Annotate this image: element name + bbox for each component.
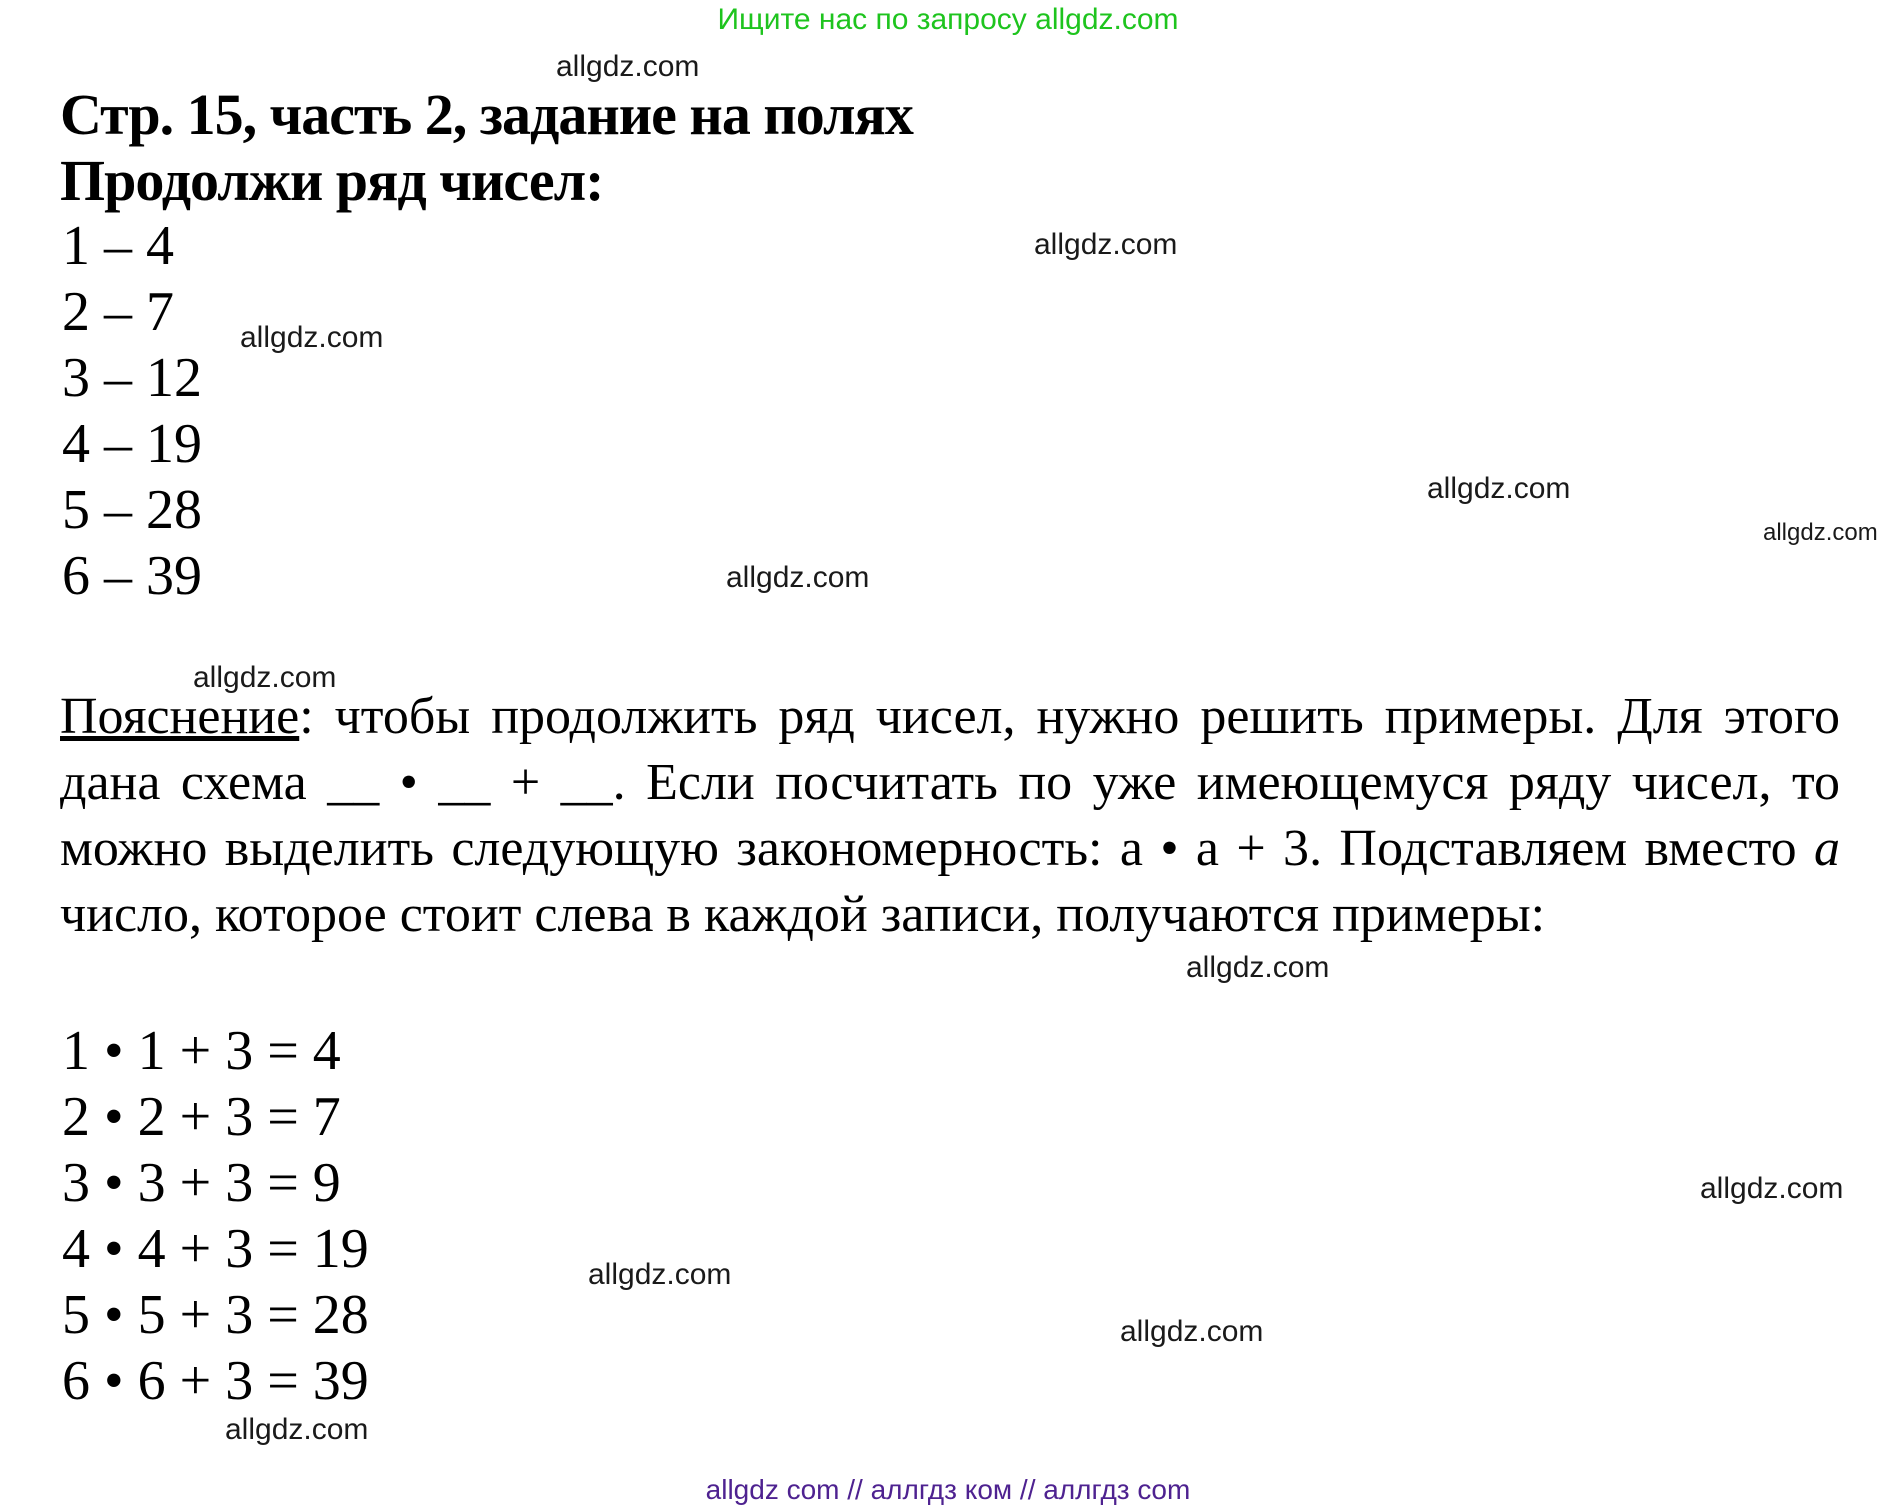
explanation-text: . Подставляем вместо xyxy=(1309,820,1814,877)
footer-watermark: allgdz com // аллгдз ком // аллгдз com xyxy=(705,1474,1191,1505)
series-item: 4 – 19 xyxy=(62,413,202,475)
allgdz-watermark: allgdz.com xyxy=(1034,228,1178,261)
number-series-list xyxy=(62,213,202,609)
example-item: 6 • 6 + 3 = 39 xyxy=(62,1350,369,1412)
allgdz-watermark: allgdz.com xyxy=(1120,1315,1264,1348)
series-item: 5 – 28 xyxy=(62,479,202,541)
allgdz-watermark: allgdz.com xyxy=(225,1413,369,1446)
allgdz-watermark: allgdz.com xyxy=(1186,951,1330,984)
page-title: Стр. 15, часть 2, задание на полях xyxy=(60,82,913,147)
examples-list xyxy=(62,1018,369,1414)
allgdz-watermark: allgdz.com xyxy=(1427,472,1571,505)
allgdz-watermark: allgdz.com xyxy=(1700,1172,1844,1205)
explanation-text: : чтобы продолжить ряд чисел, нужно решить примеры. Для этого дана схема xyxy=(60,688,1840,811)
example-item: 5 • 5 + 3 = 28 xyxy=(62,1284,369,1346)
series-item: 1 – 4 xyxy=(62,215,174,277)
explanation-paragraph xyxy=(60,684,1840,948)
allgdz-watermark: allgdz.com xyxy=(1763,519,1878,546)
explanation-label: Пояснение xyxy=(60,688,300,745)
allgdz-watermark: allgdz.com xyxy=(726,561,870,594)
scheme-blanks: __ • __ + __ xyxy=(327,754,613,811)
title-block xyxy=(60,82,913,214)
explanation-text: число, которое стоит слева в каждой записи, получаются примеры: xyxy=(60,886,1546,943)
task-title: Продолжи ряд чисел: xyxy=(60,148,604,213)
allgdz-watermark: allgdz.com xyxy=(588,1258,732,1291)
series-item: 3 – 12 xyxy=(62,347,202,409)
example-item: 3 • 3 + 3 = 9 xyxy=(62,1152,341,1214)
allgdz-watermark: allgdz.com xyxy=(556,50,700,83)
example-item: 4 • 4 + 3 = 19 xyxy=(62,1218,369,1280)
allgdz-watermark: allgdz.com xyxy=(193,661,337,694)
explanation-text: . Если посчитать по уже имеющемуся ряду чисел, то можно выделить следующую закономерность: xyxy=(60,754,1840,877)
pattern-rule: а • а + 3 xyxy=(1119,820,1310,877)
variable-a: а xyxy=(1814,820,1840,877)
series-item: 2 – 7 xyxy=(62,281,174,343)
example-item: 2 • 2 + 3 = 7 xyxy=(62,1086,341,1148)
example-item: 1 • 1 + 3 = 4 xyxy=(62,1020,341,1082)
series-item: 6 – 39 xyxy=(62,545,202,607)
allgdz-watermark: allgdz.com xyxy=(240,321,384,354)
promo-banner: Ищите нас по запросу allgdz.com xyxy=(717,3,1179,36)
